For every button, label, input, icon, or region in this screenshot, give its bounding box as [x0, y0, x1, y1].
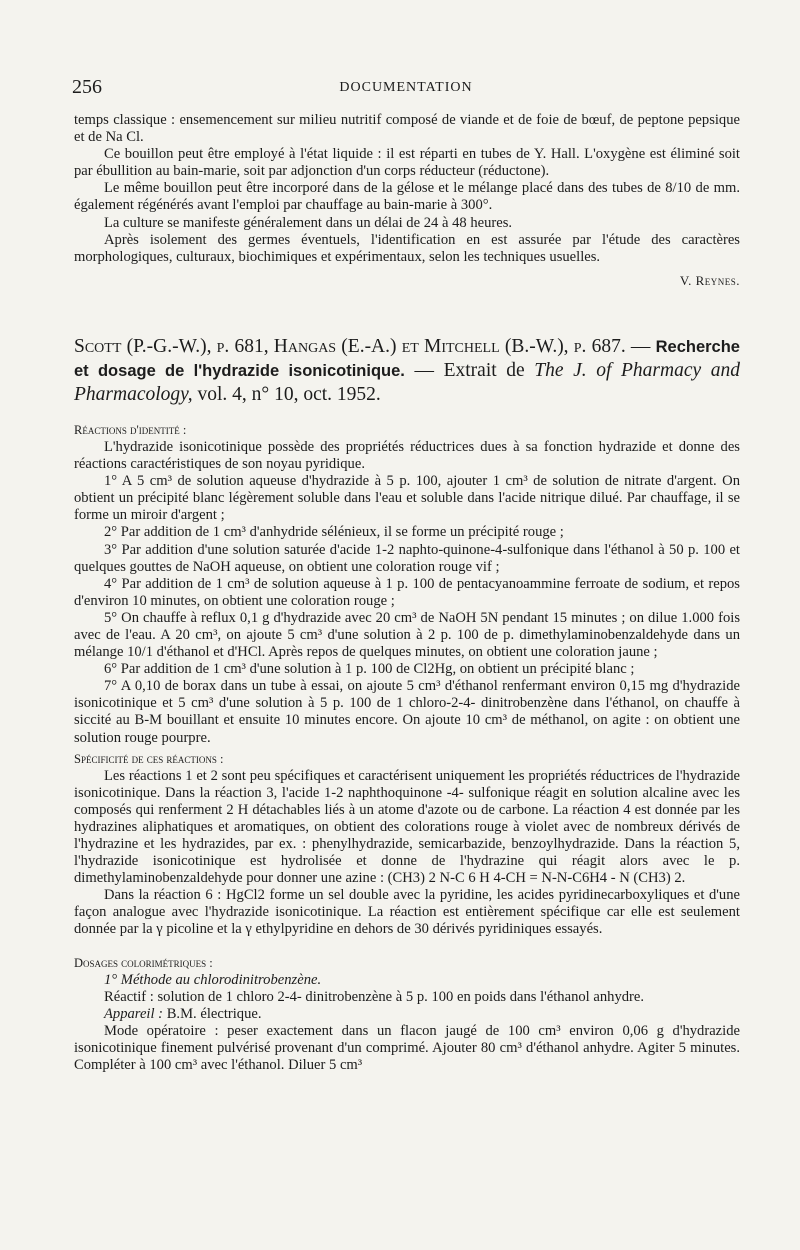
method-title-text: 1° Méthode au chlorodinitrobenzène. — [104, 971, 322, 988]
section-heading: Réactions d'identité : — [74, 422, 187, 437]
paragraph: 4° Par addition de 1 cm³ de solution aqueuse à 1 p. 100 de pentacyanoammine ferroate de sodium, et repos d'environ 10 minutes, on obtient une coloration rouge ; — [74, 575, 740, 609]
article-authors: Scott (P.-G.-W.), p. 681, Hangas (E.-A.) et Mitchell (B.-W.), p. 687. — — [74, 335, 651, 357]
paragraph: La culture se manifeste généralement dans un délai de 24 à 48 heures. — [104, 214, 513, 231]
paragraph: L'hydrazide isonicotinique possède des propriétés réductrices dues à sa fonction hydrazide et donne des réactions caractéristiques de son noyau pyridique. — [74, 438, 740, 473]
paragraph: 6° Par addition de 1 cm³ d'une solution à 1 p. 100 de Cl2Hg, on obtient un précipité blanc ; — [104, 661, 635, 678]
page-header — [72, 76, 740, 100]
running-head: DOCUMENTATION — [339, 80, 473, 95]
journal-name: The J. of Pharmacy and Pharmacology, — [74, 359, 741, 405]
paragraph: Le même bouillon peut être incorporé dans de la gélose et le mélange placé dans des tubes de 8/10 de mm. également régénérés avant l'emploi par chauffage au bain-marie à 300°. — [74, 180, 740, 214]
page-number: 256 — [72, 76, 102, 98]
method-title — [74, 972, 740, 989]
paragraph — [74, 1006, 740, 1023]
paragraph: Les réactions 1 et 2 sont peu spécifiques et caractérisent uniquement les propriétés réductrices de l'hydrazide isonicotinique. Dans la réaction 3, l'acide 1-2 naphthoquinone -4- sulfonique réagit en solution alcaline avec les composés qui renferment 2 H détachables liés à un atome d'azote ou de carbone. La réaction 4 est donnée par les hydrazines aliphatiques et aromatiques, on obtient des colorations rouge à violet avec de nombreux dérivés de l'hydrazine et les hydrazides, par ex. : phenylhydrazide, semicarbazide, benzoylhydrazide. Dans la réaction 5, l'hydrazide isonicotinique est hydrolisée et donne de l'hydrazine qui réagit alors avec le p. dimethylaminobenzaldehyde pour donner une azine : (CH3) 2 N-C 6 H 4-CH = N-N-C6H4 - N (CH3) 2. — [74, 767, 740, 887]
article-reference — [74, 335, 740, 406]
paragraph: Réactif : solution de 1 chloro 2-4- dinitrobenzène à 5 p. 100 en poids dans l'éthanol anhydre. — [104, 988, 645, 1005]
paragraph: Après isolement des germes éventuels, l'identification en est assurée par l'étude des caractères morphologiques, culturaux, biochimiques et expérimentaux, selon les techniques usuelles. — [74, 231, 740, 265]
apparatus-label: Appareil : — [104, 1005, 164, 1022]
apparatus-value: B.M. électrique. — [163, 1005, 262, 1022]
section-heading: Dosages colorimétriques : — [74, 955, 213, 970]
paragraph: 7° A 0,10 de borax dans un tube à essai, on ajoute 5 cm³ d'éthanol renfermant environ 0,15 mg d'hydrazide isonicotinique et 5 cm³ d'une solution à 5 p. 100 de 1 chloro-2-4- dinitrobenzène dans l'éthanol, on chauffe à siccité au B-M bouillant et ensuite 10 minutes encore. On ajoute 10 cm³ de méthanol, on agite : on obtient une solution rouge pourpre. — [74, 678, 740, 746]
section-heading: Spécificité de ces réactions : — [74, 751, 224, 766]
author-signature: V. Reynes. — [679, 272, 740, 288]
paragraph: 5° On chauffe à reflux 0,1 g d'hydrazide avec 20 cm³ de NaOH 5N pendant 15 minutes ; on dilue 1.000 fois avec de l'eau. A 20 cm³, on ajoute 5 cm³ d'une solution à 2 p. 100 de p. dimethylaminobenzaldehyde dans un mélange 10/1 d'éthanol et d'HCl. Après repos de quelques minutes, on obtient une coloration jaune ; — [74, 609, 740, 661]
paragraph: temps classique : ensemencement sur milieu nutritif composé de viande et de foie de bœuf, de peptone pepsique et de Na Cl. — [74, 112, 740, 146]
article-title: Recherche et dosage de l'hydrazide isonicotinique. — [74, 337, 740, 380]
page-body — [74, 112, 740, 1074]
paragraph: 3° Par addition d'une solution saturée d'acide 1-2 naphto-quinone-4-sulfonique dans l'éthanol à 50 p. 100 et quelques gouttes de NaOH aqueuse, on obtient une coloration rouge vif ; — [74, 541, 740, 575]
paragraph: 1° A 5 cm³ de solution aqueuse d'hydrazide à 5 p. 100, ajouter 1 cm³ de solution de nitrate d'argent. On obtient un précipité blanc légèrement soluble dans l'eau et soluble dans l'acide nitrique dilué. Par chauffage, il se forme un miroir d'argent ; — [74, 473, 740, 524]
paragraph: Ce bouillon peut être employé à l'état liquide : il est réparti en tubes de Y. Hall. L'oxygène est éliminé soit par ébullition au bain-marie, soit par adjonction d'un corps réducteur (réductone). — [74, 146, 740, 180]
paragraph: 2° Par addition de 1 cm³ d'anhydride sélénieux, il se forme un précipité rouge ; — [104, 524, 564, 541]
paragraph: Mode opératoire : peser exactement dans un flacon jaugé de 100 cm³ environ 0,06 g d'hydrazide isonicotinique finement pulvérisé provenant d'un comprimé. Ajouter 80 cm³ d'éthanol anhydre. Agiter 5 minutes. Compléter à 100 cm³ avec l'éthanol. Diluer 5 cm³ — [74, 1022, 740, 1074]
paragraph: Dans la réaction 6 : HgCl2 forme un sel double avec la pyridine, les acides pyridinecarboxyliques et d'une façon analogue avec l'hydrazide isonicotinique. La réaction est entièrement spécifique car elle est seulement donnée par la γ picoline et la γ ethylpyridine en dehors de 30 dérivés pyridiniques essayés. — [74, 887, 740, 938]
article-extract-label: — Extrait de — [404, 359, 535, 381]
journal-volume: vol. 4, n° 10, oct. 1952. — [192, 383, 381, 405]
